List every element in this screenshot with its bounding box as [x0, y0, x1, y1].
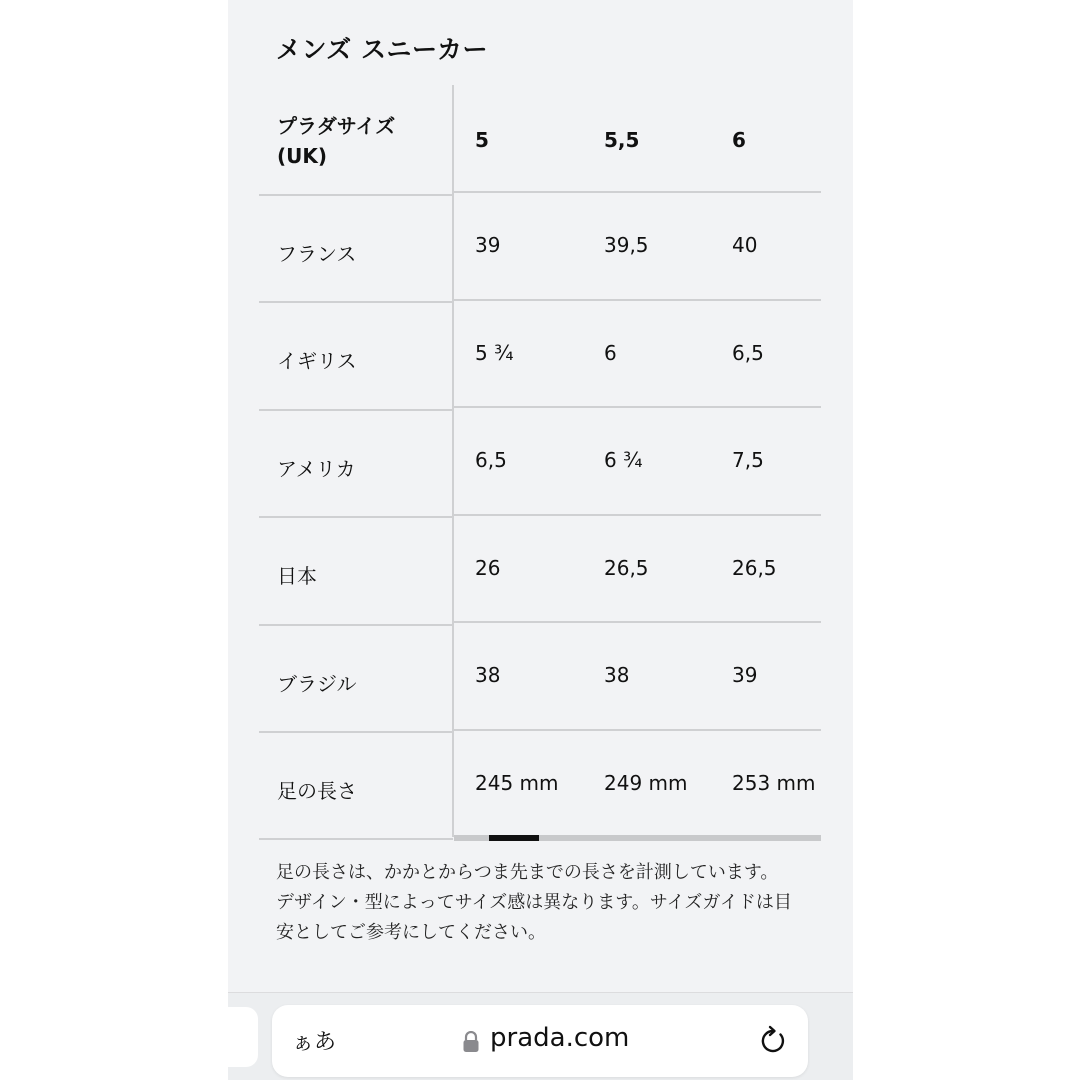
- size-guide-note: 足の長さは、かかとからつま先までの長さを計測しています。デザイン・型によってサイズ感は異なります。サイズガイドは目安としてご参考にしてください。: [276, 862, 792, 943]
- row-label-france: フランス: [259, 194, 453, 301]
- table-cell: 38: [475, 663, 501, 687]
- table-row: [454, 514, 821, 621]
- table-row: [454, 406, 821, 513]
- table-cell: 249 mm: [604, 771, 688, 795]
- table-row: [454, 191, 821, 298]
- size-header: 6: [732, 128, 746, 152]
- url-domain[interactable]: prada.com: [490, 1023, 630, 1053]
- page-title: メンズ スニーカー: [276, 35, 488, 64]
- table-bottom-border: [259, 838, 453, 840]
- page-viewport: [228, 0, 853, 1080]
- horizontal-scrollbar[interactable]: [454, 835, 821, 841]
- size-header-row: [454, 85, 821, 193]
- table-cell: 40: [732, 233, 758, 257]
- table-cell: 39: [475, 233, 501, 257]
- row-labels-column: [259, 85, 453, 841]
- header-label: プラダサイズ (UK): [277, 114, 396, 168]
- size-header: 5: [475, 128, 489, 152]
- scrollable-size-columns[interactable]: [454, 85, 821, 841]
- size-chart-table: [259, 85, 821, 841]
- table-cell: 7,5: [732, 448, 764, 472]
- table-cell: 245 mm: [475, 771, 559, 795]
- reload-icon[interactable]: [758, 1025, 788, 1057]
- row-label-foot-length: 足の長さ: [259, 731, 453, 838]
- row-label-brazil: ブラジル: [259, 624, 453, 731]
- table-cell: 39: [732, 663, 758, 687]
- lock-icon: [462, 1031, 480, 1053]
- table-cell: 6 ¾: [604, 448, 643, 472]
- address-bar[interactable]: [272, 1005, 808, 1077]
- browser-bottom-bar: [228, 992, 853, 1080]
- previous-tab-peek[interactable]: [228, 1007, 258, 1067]
- table-cell: 6: [604, 341, 617, 365]
- table-cell: 253 mm: [732, 771, 816, 795]
- row-label-us: アメリカ: [259, 409, 453, 516]
- table-cell: 26: [475, 556, 501, 580]
- scrollbar-thumb[interactable]: [489, 835, 539, 841]
- table-row: [454, 299, 821, 406]
- size-header: 5,5: [604, 128, 640, 152]
- table-cell: 26,5: [604, 556, 649, 580]
- text-size-button[interactable]: ぁあ: [292, 1030, 337, 1055]
- table-row: [454, 621, 821, 728]
- row-label-uk: イギリス: [259, 301, 453, 408]
- table-cell: 5 ¾: [475, 341, 514, 365]
- table-cell: 38: [604, 663, 630, 687]
- table-cell: 26,5: [732, 556, 777, 580]
- table-cell: 39,5: [604, 233, 649, 257]
- table-cell: 6,5: [475, 448, 507, 472]
- table-row: [454, 729, 821, 836]
- table-cell: 6,5: [732, 341, 764, 365]
- row-label-japan: 日本: [259, 516, 453, 623]
